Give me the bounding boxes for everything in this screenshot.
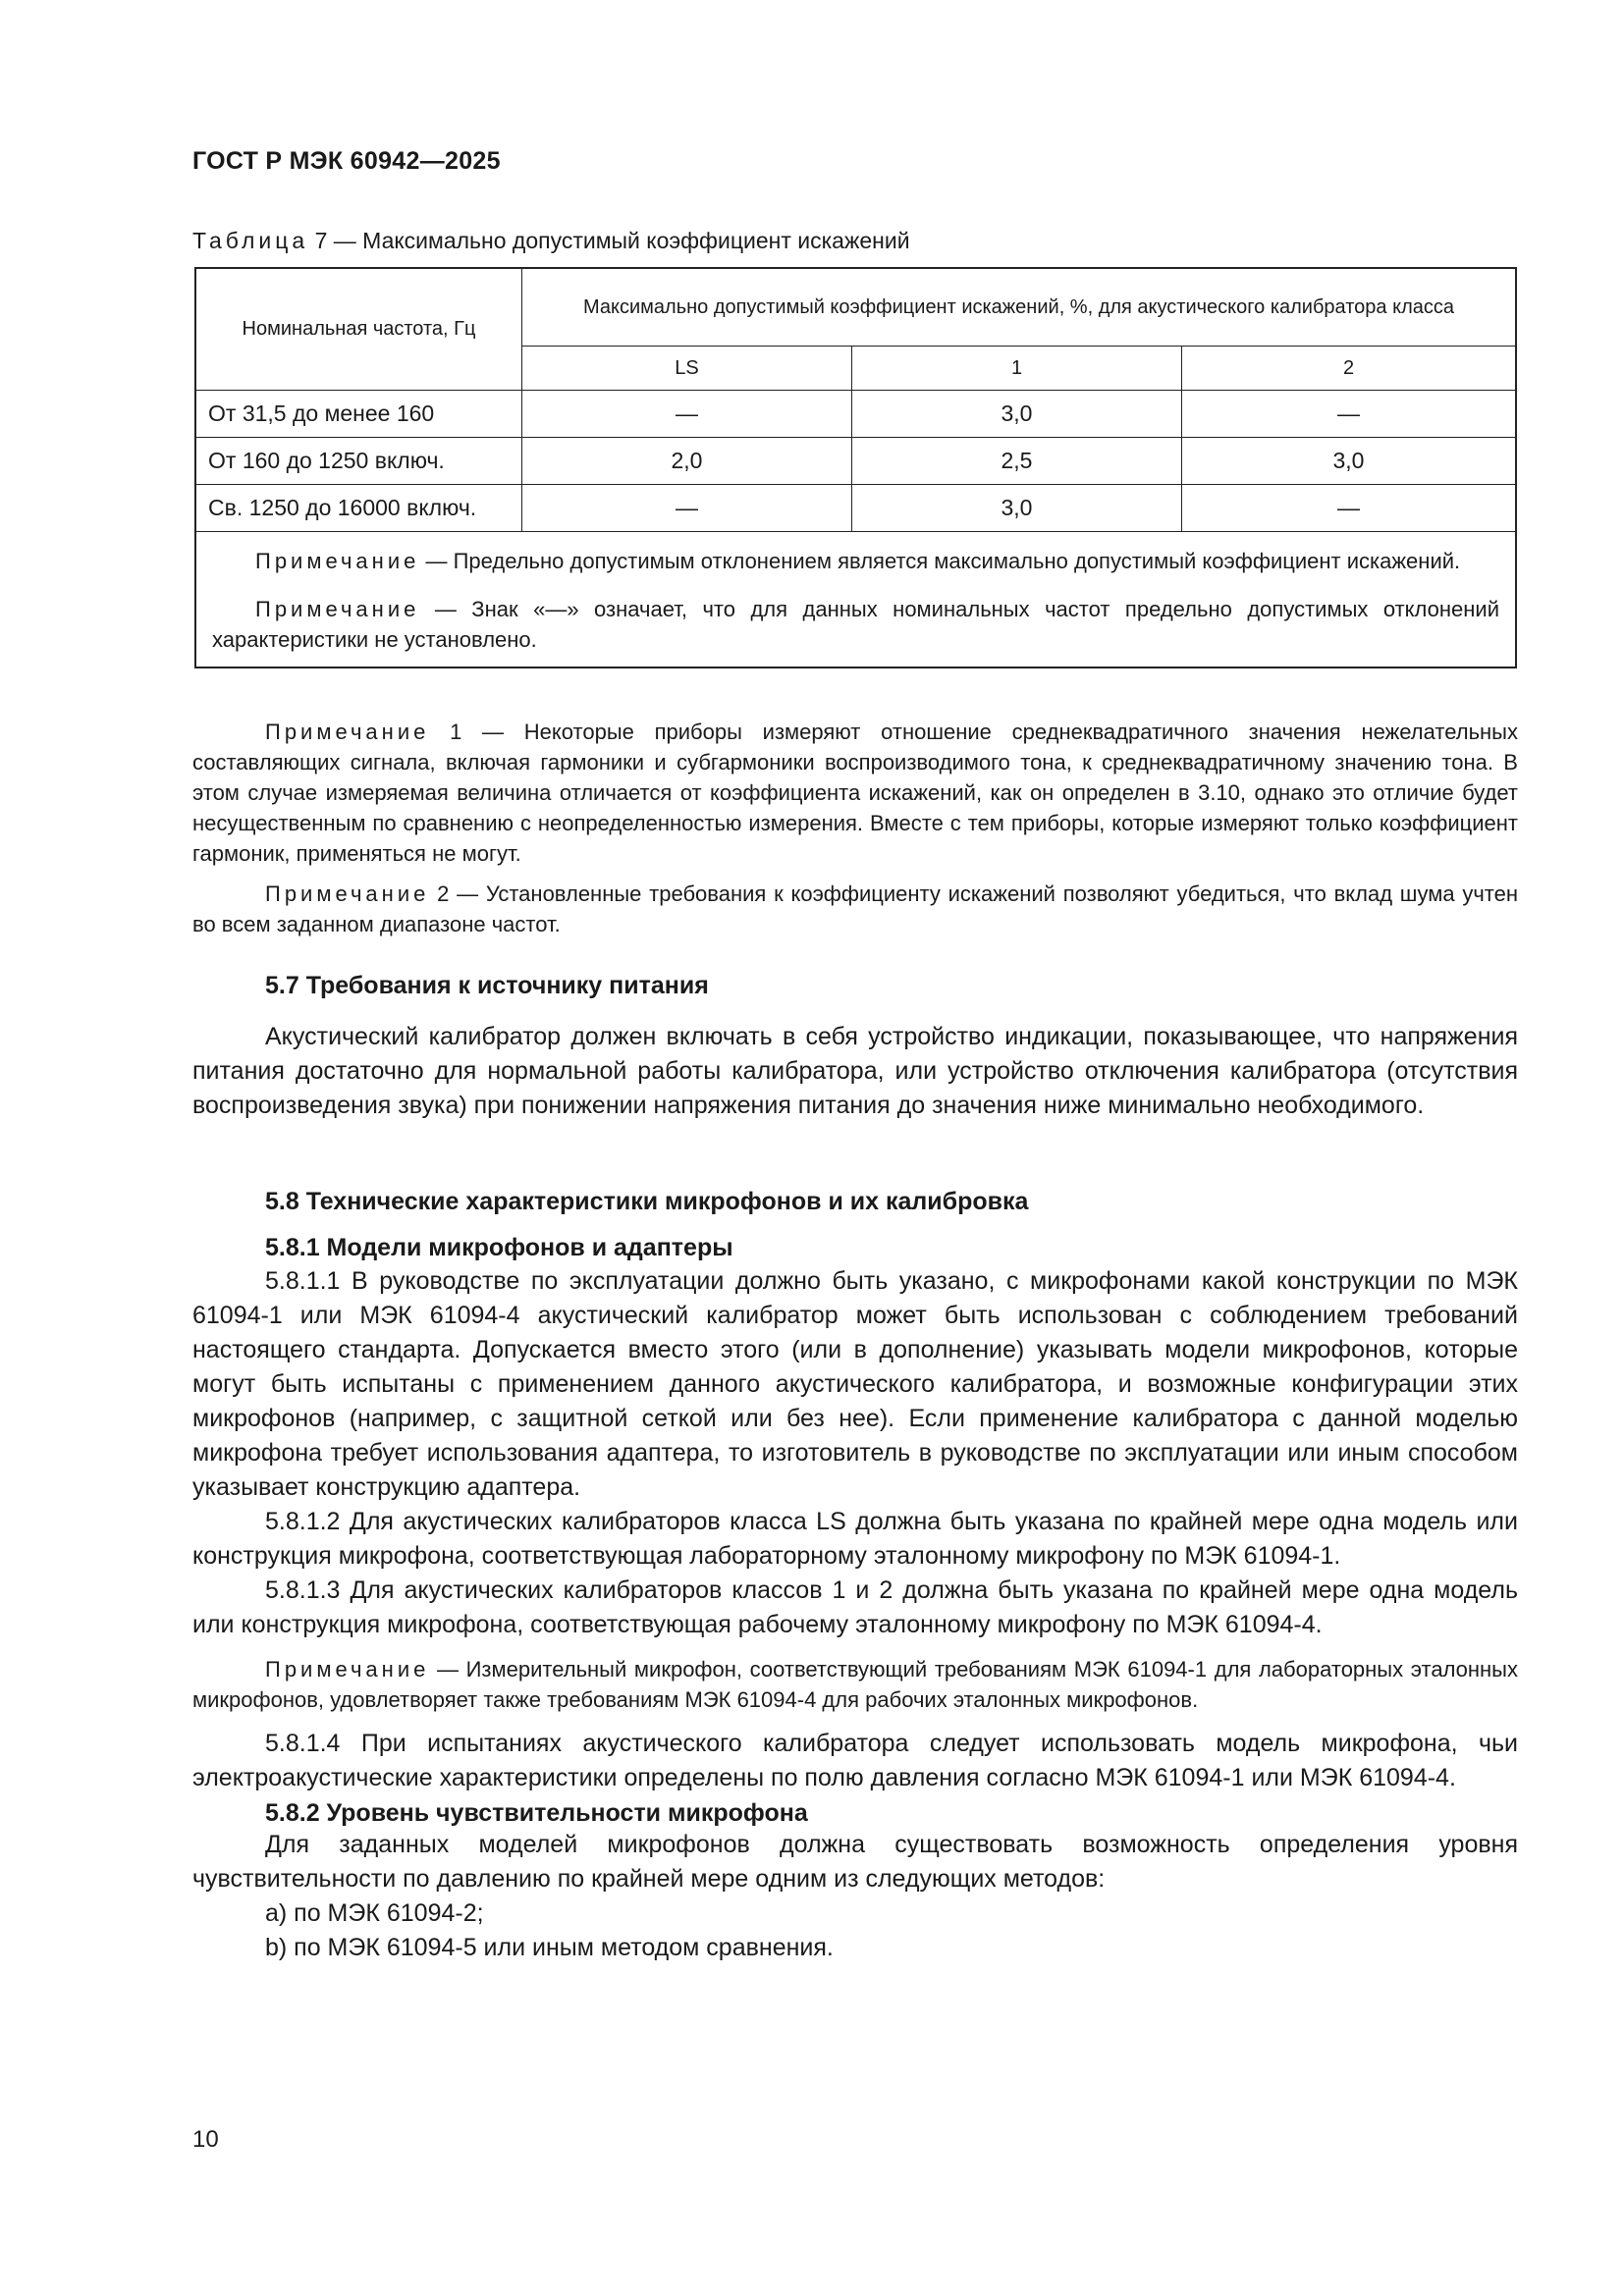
note-microphone bbox=[192, 1654, 1518, 1715]
table-caption bbox=[192, 228, 910, 254]
paragraph-5-8-1-2: 5.8.1.2 Для акустических калибраторов класса LS должна быть указана по крайней мере одна модель или конструкция микрофона, соответствующая лабораторному эталонному микрофону по МЭК 61094-1. bbox=[192, 1508, 1518, 1570]
table-row bbox=[195, 391, 1516, 438]
paragraph-5-8-1-4: 5.8.1.4 При испытаниях акустического калибратора следует использовать модель микрофона, чьи электроакустические характеристики определены по полю давления согласно МЭК 61094-1 или МЭК 61094-4. bbox=[192, 1730, 1518, 1791]
freq-cell: Св. 1250 до 16000 включ. bbox=[195, 485, 522, 532]
value-cell: — bbox=[522, 485, 852, 532]
paragraph-5-8-2: Для заданных моделей микрофонов должна существовать возможность определения уровня чувствительности по давлению по крайней мере одним из следующих методов: bbox=[192, 1831, 1518, 1893]
table-note bbox=[212, 594, 1499, 655]
list-item: b) по МЭК 61094-5 или иным методом сравнения. bbox=[265, 1934, 834, 1961]
table-row bbox=[195, 438, 1516, 485]
table-caption-label: Таблица bbox=[192, 228, 309, 253]
note-1 bbox=[192, 717, 1518, 869]
value-cell: 2,5 bbox=[852, 438, 1182, 485]
note-text: 2 — Установленные требования к коэффициенту искажений позволяют убедиться, что вклад шума учтен во всем заданном диапазоне частот. bbox=[192, 881, 1518, 936]
value-cell: 2,0 bbox=[522, 438, 852, 485]
note-text: — Предельно допустимым отклонением является максимально допустимый коэффициент искажений. bbox=[419, 549, 1461, 573]
note-2 bbox=[192, 879, 1518, 939]
note-text: — Знак «—» означает, что для данных номинальных частот предельно допустимых отклонений характеристики не установлено. bbox=[212, 597, 1499, 652]
note-label: Примечание bbox=[265, 1657, 430, 1682]
value-cell: — bbox=[1182, 485, 1517, 532]
header-class-1: 1 bbox=[852, 347, 1182, 391]
header-distortion-group: Максимально допустимый коэффициент искажений, %, для акустического калибратора класса bbox=[522, 268, 1517, 347]
distortion-table bbox=[194, 267, 1517, 668]
freq-cell: От 160 до 1250 включ. bbox=[195, 438, 522, 485]
notes-after-table bbox=[192, 717, 1518, 939]
subsection-heading: 5.8.2 Уровень чувствительности микрофона bbox=[265, 1799, 808, 1827]
table-caption-title: 7 — Максимально допустимый коэффициент искажений bbox=[308, 228, 910, 253]
header-class-2: 2 bbox=[1182, 347, 1517, 391]
note-text: 1 — Некоторые приборы измеряют отношение среднеквадратичного значения нежелательных составляющих сигнала, включая гармоники и субгармоники воспроизводимого тона, к среднеквадратичному значению тона. В этом случае измеряемая величина отличается от коэффициента искажений, как он определен в 3.10, однако это отличие будет несущественным по сравнению с неопределенностью измерения. Вместе с тем приборы, которые измеряют только коэффициент гармоник, применяться не могут. bbox=[192, 720, 1518, 866]
table-note bbox=[212, 546, 1499, 576]
value-cell: — bbox=[1182, 391, 1517, 438]
header-class-ls: LS bbox=[522, 347, 852, 391]
list-item: a) по МЭК 61094-2; bbox=[265, 1899, 484, 1927]
section-heading: 5.8 Технические характеристики микрофонов и их калибровка bbox=[265, 1188, 1029, 1215]
section-5-8 bbox=[192, 1188, 1518, 1965]
section-heading: 5.7 Требования к источнику питания bbox=[265, 972, 709, 999]
value-cell: 3,0 bbox=[1182, 438, 1517, 485]
page-number: 10 bbox=[192, 2126, 219, 2153]
freq-cell: От 31,5 до менее 160 bbox=[195, 391, 522, 438]
value-cell: 3,0 bbox=[852, 391, 1182, 438]
table-notes bbox=[195, 532, 1516, 668]
header-frequency: Номинальная частота, Гц bbox=[195, 268, 522, 391]
paragraph: Акустический калибратор должен включать в себя устройство индикации, показывающее, что напряжения питания достаточно для нормальной работы калибратора, или устройство отключения калибратора (отсутствия воспроизведения звука) при понижении напряжения питания до значения ниже минимально необходимого. bbox=[192, 1023, 1518, 1119]
note-label: Примечание bbox=[265, 720, 430, 744]
table-row bbox=[195, 485, 1516, 532]
section-5-7 bbox=[192, 972, 1518, 1123]
note-label: Примечание bbox=[255, 549, 420, 573]
note-label: Примечание bbox=[255, 597, 420, 621]
note-text: — Измерительный микрофон, соответствующий требованиям МЭК 61094-1 для лабораторных эталонных микрофонов, удовлетворяет также требованиям МЭК 61094-4 для рабочих эталонных микрофонов. bbox=[192, 1657, 1518, 1712]
value-cell: — bbox=[522, 391, 852, 438]
note-label: Примечание bbox=[265, 881, 430, 906]
value-cell: 3,0 bbox=[852, 485, 1182, 532]
subsection-heading: 5.8.1 Модели микрофонов и адаптеры bbox=[265, 1234, 733, 1261]
paragraph-5-8-1-3: 5.8.1.3 Для акустических калибраторов классов 1 и 2 должна быть указана по крайней мере одна модель или конструкция микрофона, соответствующая рабочему эталонному микрофону по МЭК 61094-4. bbox=[192, 1576, 1518, 1638]
standard-header: ГОСТ Р МЭК 60942—2025 bbox=[192, 147, 501, 175]
paragraph-5-8-1-1: 5.8.1.1 В руководстве по эксплуатации должно быть указано, с микрофонами какой конструкции по МЭК 61094-1 или МЭК 61094-4 акустический калибратор может быть использован с соблюдением требований настоящего стандарта. Допускается вместо этого (или в дополнение) указывать модели микрофонов, которые могут быть испытаны с применением данного акустического калибратора, и возможные конфигурации этих микрофонов (например, с защитной сеткой или без нее). Если применение калибратора с данной моделью микрофона требует использования адаптера, то изготовитель в руководстве по эксплуатации или иным способом указывает конструкцию адаптера. bbox=[192, 1267, 1518, 1501]
